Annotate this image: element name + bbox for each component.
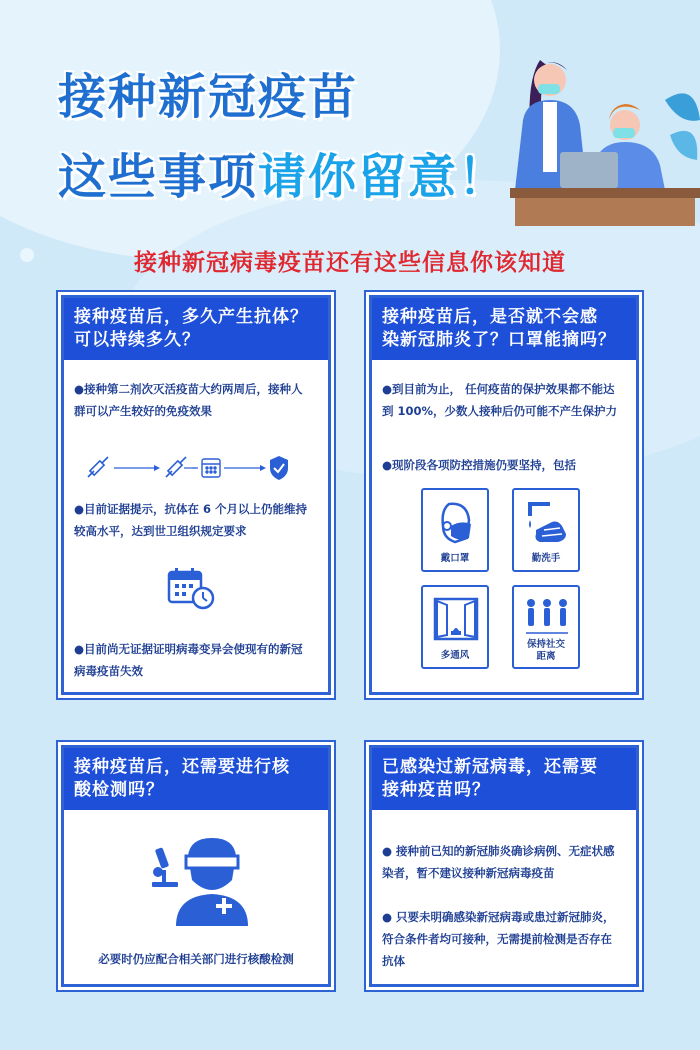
title-line2-accent: 请你留意！	[258, 149, 509, 205]
card-infected	[369, 745, 639, 987]
tile-wash-hands	[512, 488, 580, 572]
card-heading	[64, 298, 328, 360]
bullet-line: ● 只要未明确感染新冠病毒或患过新冠肺炎，	[382, 910, 615, 924]
card-mask	[369, 295, 639, 695]
title-line2-main: 这些事项	[58, 149, 259, 205]
tile-social-distance	[512, 585, 580, 669]
tile-wear-mask	[421, 488, 489, 572]
bullet-text	[382, 454, 632, 476]
handwash-icon	[522, 498, 572, 548]
timeline-diagram	[84, 453, 314, 483]
note-text: 必要时仍应配合相关部门进行核酸检测	[98, 952, 294, 966]
poster-subtitle: 接种新冠病毒疫苗还有这些信息你该知道	[134, 250, 566, 276]
heading-line: 接种疫苗后，多久产生抗体？	[74, 307, 308, 327]
bullet-text	[382, 906, 634, 972]
bullet-line: ●接种第二剂次灭活疫苗大约两周后，接种人	[74, 382, 303, 396]
mask-icon	[431, 498, 481, 548]
heading-line: 已感染过新冠病毒，还需要	[382, 757, 598, 777]
bullet-line: ●目前证据提示，抗体在 6 个月以上仍能维持	[74, 502, 308, 516]
bullet-line: ●到目前为止， 任何疫苗的保护效果都不能达	[382, 382, 615, 396]
tile-label: 勤洗手	[531, 553, 561, 564]
heading-line: 接种疫苗后，还需要进行核	[74, 757, 290, 777]
bullet-text	[74, 638, 324, 682]
bullet-line: ● 接种前已知的新冠肺炎确诊病例、无症状感	[382, 844, 615, 858]
bullet-text	[382, 378, 632, 422]
tile-ventilation	[421, 585, 489, 669]
card-heading	[64, 748, 328, 810]
calendar-icon	[202, 459, 220, 477]
tile-label: 多通风	[440, 650, 470, 661]
calendar-clock-icon	[167, 566, 215, 610]
card-antibody	[61, 295, 331, 695]
bullet-line: 到 100%，少数人接种后仍可能不产生保护力	[382, 404, 618, 418]
syringe-icon	[88, 457, 108, 477]
heading-line: 酸检测吗？	[74, 780, 164, 800]
poster-title-line2	[58, 138, 508, 207]
bullet-line: 病毒疫苗失效	[74, 664, 143, 678]
bullet-text	[382, 840, 634, 884]
tile-label	[514, 639, 578, 663]
tile-label: 戴口罩	[440, 553, 470, 564]
doctor-icon	[172, 834, 252, 929]
bullet-line: 符合条件者均可接种，无需提前检测是否存在	[382, 932, 612, 946]
syringe-icon	[166, 457, 186, 477]
card-heading	[372, 748, 636, 810]
bullet-line: 较高水平，达到世卫组织规定要求	[74, 524, 247, 538]
bullet-text	[74, 378, 324, 422]
card-heading	[372, 298, 636, 360]
tile-label-line: 保持社交	[526, 639, 565, 650]
bullet-line: 抗体	[382, 954, 405, 968]
card-nucleic-test	[61, 745, 331, 987]
bullet-text	[74, 498, 324, 542]
heading-line: 接种疫苗吗？	[382, 780, 490, 800]
window-icon	[431, 595, 481, 645]
doctors-illustration	[505, 40, 700, 230]
bullet-line: 染者，暂不建议接种新冠病毒疫苗	[382, 866, 555, 880]
social-distance-icon	[522, 595, 572, 641]
heading-line: 可以持续多久？	[74, 330, 200, 350]
bullet-line: ●目前尚无证据证明病毒变异会使现有的新冠	[74, 642, 303, 656]
heading-line: 接种疫苗后，是否就不会感	[382, 307, 598, 327]
bullet-line: 群可以产生较好的免疫效果	[74, 404, 212, 418]
bullet-line: ●现阶段各项防控措施仍要坚持，包括	[382, 458, 577, 472]
tile-label-line: 距离	[536, 651, 556, 662]
heading-line: 染新冠肺炎了？口罩能摘吗？	[382, 330, 616, 350]
poster-title-line1: 接种新冠疫苗	[58, 69, 359, 125]
shield-check-icon	[270, 456, 288, 480]
